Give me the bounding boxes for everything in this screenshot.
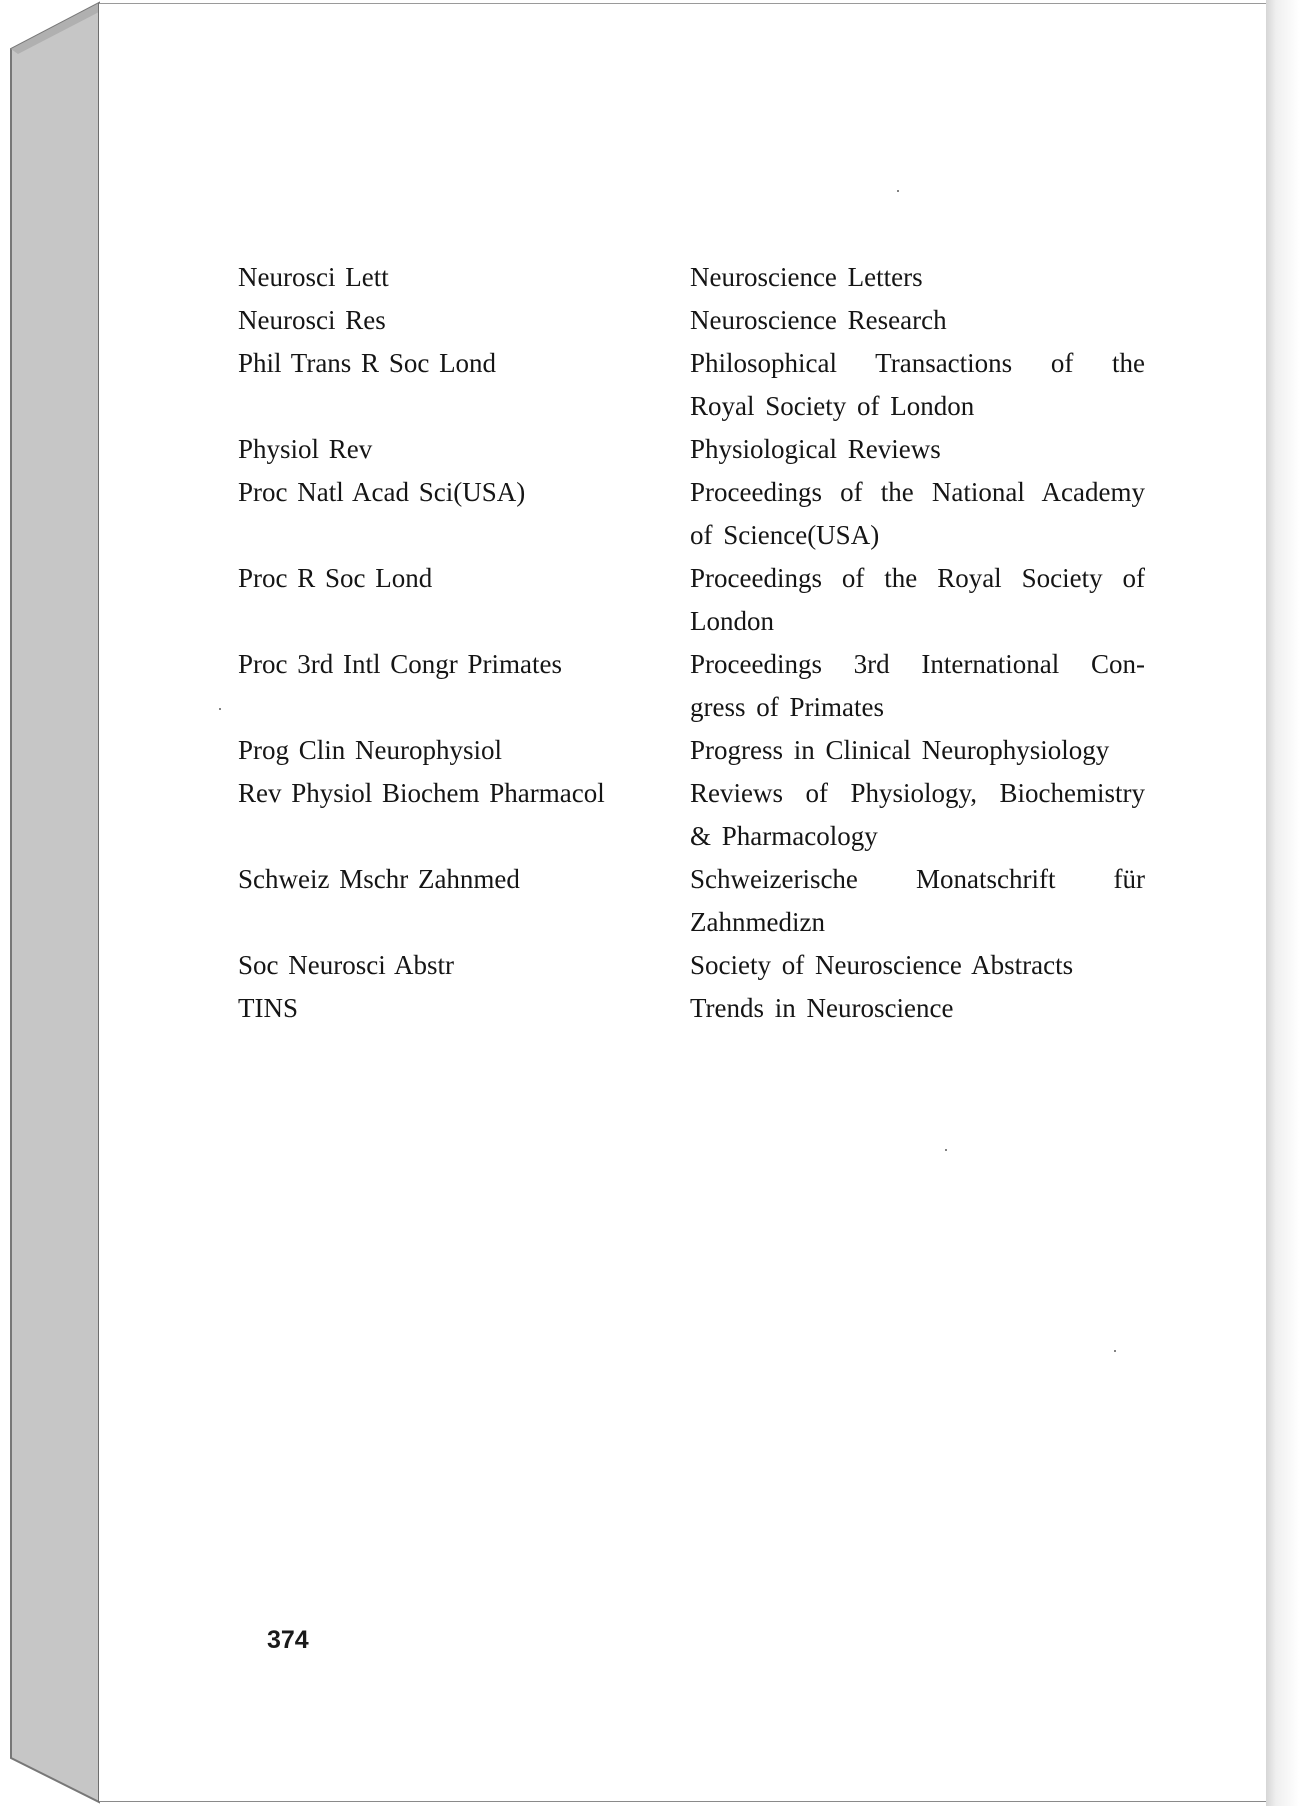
journal-abbreviation: Neurosci Res: [238, 305, 386, 335]
journal-full-title: [690, 299, 1145, 342]
journal-full-title-line: Schweizerische Monatschrift für: [690, 864, 1145, 894]
abbreviation-row: [238, 471, 1158, 557]
journal-full-title-line: Zahnmedizn: [690, 907, 825, 937]
journal-full-title: [690, 729, 1145, 772]
journal-full-title-line: Philosophical Transactions of the: [690, 348, 1145, 378]
journal-abbreviation: Schweiz Mschr Zahnmed: [238, 864, 520, 894]
journal-full-title-line: Reviews of Physiology, Biochemistry: [690, 778, 1145, 808]
journal-full-title: [690, 342, 1145, 428]
journal-abbreviation: Proc 3rd Intl Congr Primates: [238, 649, 562, 679]
abbreviation-row: [238, 772, 1158, 858]
print-speck: [219, 708, 221, 710]
abbreviation-row: [238, 858, 1158, 944]
journal-abbreviation: TINS: [238, 993, 298, 1023]
abbreviation-row: [238, 987, 1158, 1030]
abbreviation-row: [238, 428, 1158, 471]
journal-full-title: [690, 428, 1145, 471]
abbreviation-row: [238, 256, 1158, 299]
journal-abbreviation: Prog Clin Neurophysiol: [238, 735, 503, 765]
journal-full-title-line: Neuroscience Research: [690, 305, 947, 335]
abbreviation-row: [238, 557, 1158, 643]
journal-abbreviation-list: [238, 256, 1158, 1030]
journal-full-title-line: London: [690, 606, 774, 636]
abbreviation-row: [238, 729, 1158, 772]
journal-full-title-line: Progress in Clinical Neurophysiology: [690, 735, 1110, 765]
journal-full-title-line: Physiological Reviews: [690, 434, 941, 464]
journal-full-title-line: & Pharmacology: [690, 821, 878, 851]
print-speck: [897, 190, 899, 192]
print-speck: [1114, 1350, 1116, 1352]
journal-full-title-line: gress of Primates: [690, 692, 884, 722]
journal-full-title-line: Trends in Neuroscience: [690, 993, 954, 1023]
print-speck: [945, 1149, 947, 1151]
journal-abbreviation: Proc R Soc Lond: [238, 563, 433, 593]
journal-abbreviation: Rev Physiol Biochem Pharmacol: [238, 778, 605, 808]
abbreviation-row: [238, 342, 1158, 428]
journal-full-title: [690, 557, 1145, 643]
journal-full-title: [690, 772, 1145, 858]
abbreviation-row: [238, 299, 1158, 342]
journal-full-title: [690, 944, 1145, 987]
journal-full-title: [690, 471, 1145, 557]
abbreviation-row: [238, 643, 1158, 729]
page-edge-shadow: [1266, 0, 1299, 1806]
page-number: 374: [267, 1626, 309, 1654]
journal-full-title: [690, 256, 1145, 299]
journal-full-title-line: Proceedings of the National Academy: [690, 477, 1145, 507]
journal-full-title-line: Neuroscience Letters: [690, 262, 923, 292]
journal-abbreviation: Proc Natl Acad Sci(USA): [238, 477, 526, 507]
journal-full-title-line: Proceedings 3rd International Con-: [690, 649, 1145, 679]
journal-full-title-line: Society of Neuroscience Abstracts: [690, 950, 1074, 980]
journal-abbreviation: Soc Neurosci Abstr: [238, 950, 454, 980]
journal-full-title-line: of Science(USA): [690, 520, 880, 550]
abbreviation-row: [238, 944, 1158, 987]
journal-abbreviation: Physiol Rev: [238, 434, 373, 464]
journal-full-title-line: Royal Society of London: [690, 391, 975, 421]
journal-full-title: [690, 643, 1145, 729]
journal-abbreviation: Neurosci Lett: [238, 262, 389, 292]
journal-full-title: [690, 858, 1145, 944]
journal-abbreviation: Phil Trans R Soc Lond: [238, 348, 497, 378]
journal-full-title-line: Proceedings of the Royal Society of: [690, 563, 1145, 593]
journal-full-title: [690, 987, 1145, 1030]
